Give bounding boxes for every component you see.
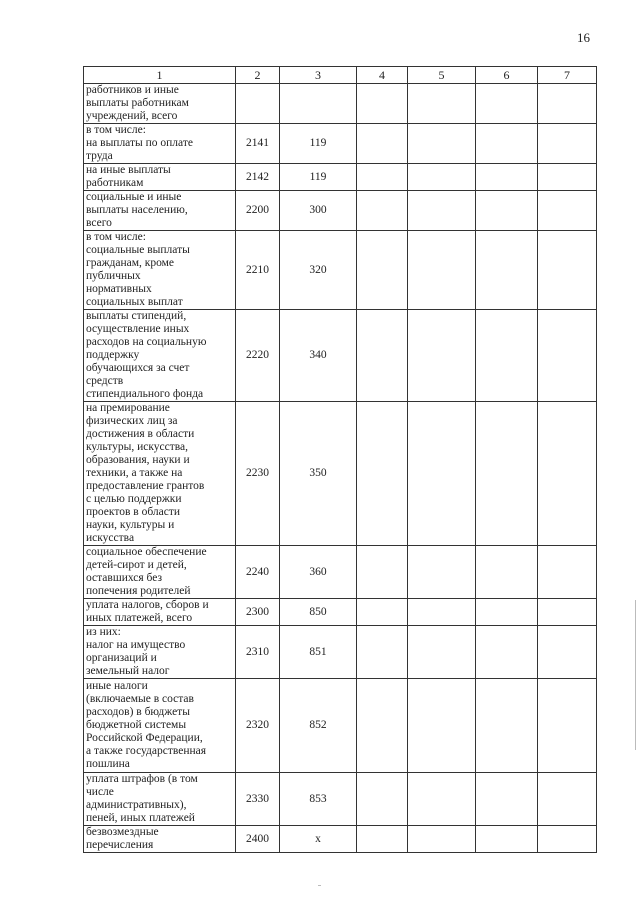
row-kbk-cell: 340	[280, 310, 357, 402]
empty-cell	[538, 599, 597, 626]
table-row	[84, 626, 597, 679]
table-row	[84, 191, 597, 231]
table-row	[84, 546, 597, 599]
table-row	[84, 826, 597, 853]
empty-cell	[408, 124, 476, 164]
column-header: 1	[84, 67, 236, 84]
empty-cell	[538, 773, 597, 826]
empty-cell	[476, 164, 538, 191]
empty-cell	[408, 599, 476, 626]
table-row	[84, 124, 597, 164]
row-code-cell: 2210	[236, 231, 280, 310]
empty-cell	[476, 84, 538, 124]
empty-cell	[408, 826, 476, 853]
row-name-cell: безвозмездные перечисления	[84, 826, 236, 853]
empty-cell	[408, 164, 476, 191]
empty-cell	[357, 164, 408, 191]
row-name-cell: выплаты стипендий, осуществление иных расходов на социальную поддержку обучающихся за счет средств стипендиального фонда	[84, 310, 236, 402]
empty-cell	[408, 310, 476, 402]
row-name-cell: уплата штрафов (в том числе административных), пеней, иных платежей	[84, 773, 236, 826]
column-header: 3	[280, 67, 357, 84]
table-row	[84, 773, 597, 826]
empty-cell	[538, 231, 597, 310]
row-kbk-cell: 119	[280, 124, 357, 164]
column-header: 5	[408, 67, 476, 84]
table-row	[84, 231, 597, 310]
empty-cell	[476, 773, 538, 826]
row-kbk-cell: 851	[280, 626, 357, 679]
column-header: 6	[476, 67, 538, 84]
empty-cell	[408, 773, 476, 826]
row-name-cell: уплата налогов, сборов и иных платежей, всего	[84, 599, 236, 626]
empty-cell	[538, 626, 597, 679]
empty-cell	[538, 546, 597, 599]
row-name-cell: на иные выплаты работникам	[84, 164, 236, 191]
row-kbk-cell: 853	[280, 773, 357, 826]
empty-cell	[408, 191, 476, 231]
column-header: 4	[357, 67, 408, 84]
row-code-cell: 2200	[236, 191, 280, 231]
table-row	[84, 679, 597, 773]
empty-cell	[357, 546, 408, 599]
empty-cell	[476, 679, 538, 773]
empty-cell	[538, 191, 597, 231]
row-code-cell: 2142	[236, 164, 280, 191]
table-row	[84, 402, 597, 546]
row-name-cell: социальные и иные выплаты населению, всего	[84, 191, 236, 231]
table-row	[84, 84, 597, 124]
column-header: 2	[236, 67, 280, 84]
empty-cell	[357, 84, 408, 124]
row-code-cell: 2330	[236, 773, 280, 826]
empty-cell	[538, 402, 597, 546]
empty-cell	[538, 124, 597, 164]
row-code-cell: 2141	[236, 124, 280, 164]
row-code-cell: 2400	[236, 826, 280, 853]
row-kbk-cell: 850	[280, 599, 357, 626]
empty-cell	[476, 310, 538, 402]
empty-cell	[357, 124, 408, 164]
table-row	[84, 310, 597, 402]
empty-cell	[357, 773, 408, 826]
empty-cell	[408, 402, 476, 546]
empty-cell	[476, 191, 538, 231]
scan-edge-mark	[635, 600, 636, 750]
empty-cell	[408, 626, 476, 679]
row-kbk-cell: х	[280, 826, 357, 853]
row-name-cell: социальное обеспечение детей-сирот и детей, оставшихся без попечения родителей	[84, 546, 236, 599]
empty-cell	[357, 191, 408, 231]
table-row	[84, 599, 597, 626]
row-name-cell: иные налоги (включаемые в состав расходов) в бюджеты бюджетной системы Российской Федерации, а также государственная пошлина	[84, 679, 236, 773]
empty-cell	[476, 402, 538, 546]
budget-table	[83, 66, 597, 853]
row-code-cell: 2300	[236, 599, 280, 626]
empty-cell	[408, 679, 476, 773]
empty-cell	[357, 599, 408, 626]
row-name-cell: работников и иные выплаты работникам учреждений, всего	[84, 84, 236, 124]
empty-cell	[476, 231, 538, 310]
row-code-cell: 2320	[236, 679, 280, 773]
empty-cell	[357, 626, 408, 679]
row-kbk-cell: 320	[280, 231, 357, 310]
empty-cell	[476, 626, 538, 679]
row-code-cell: 2230	[236, 402, 280, 546]
row-name-cell: из них: налог на имущество организаций и земельный налог	[84, 626, 236, 679]
empty-cell	[357, 826, 408, 853]
empty-cell	[408, 231, 476, 310]
scan-dot	[318, 885, 321, 886]
empty-cell	[538, 310, 597, 402]
empty-cell	[476, 546, 538, 599]
empty-cell	[357, 402, 408, 546]
empty-cell	[357, 679, 408, 773]
header-row	[84, 67, 597, 84]
row-kbk-cell: 852	[280, 679, 357, 773]
row-code-cell: 2310	[236, 626, 280, 679]
row-kbk-cell: 350	[280, 402, 357, 546]
empty-cell	[357, 231, 408, 310]
empty-cell	[538, 84, 597, 124]
empty-cell	[538, 164, 597, 191]
row-code-cell: 2240	[236, 546, 280, 599]
empty-cell	[476, 826, 538, 853]
row-kbk-cell: 300	[280, 191, 357, 231]
empty-cell	[476, 124, 538, 164]
row-kbk-cell: 119	[280, 164, 357, 191]
row-kbk-cell: 360	[280, 546, 357, 599]
empty-cell	[357, 310, 408, 402]
empty-cell	[408, 546, 476, 599]
table-row	[84, 164, 597, 191]
column-header: 7	[538, 67, 597, 84]
row-kbk-cell	[280, 84, 357, 124]
page-number: 16	[577, 30, 590, 45]
empty-cell	[476, 599, 538, 626]
row-name-cell: в том числе: социальные выплаты гражданам, кроме публичных нормативных социальных выплат	[84, 231, 236, 310]
empty-cell	[538, 679, 597, 773]
row-name-cell: на премирование физических лиц за достижения в области культуры, искусства, образования, науки и техники, а также на предоставление грантов с целью поддержки проектов в области науки, культуры и искусства	[84, 402, 236, 546]
row-code-cell	[236, 84, 280, 124]
row-code-cell: 2220	[236, 310, 280, 402]
empty-cell	[408, 84, 476, 124]
empty-cell	[538, 826, 597, 853]
row-name-cell: в том числе: на выплаты по оплате труда	[84, 124, 236, 164]
